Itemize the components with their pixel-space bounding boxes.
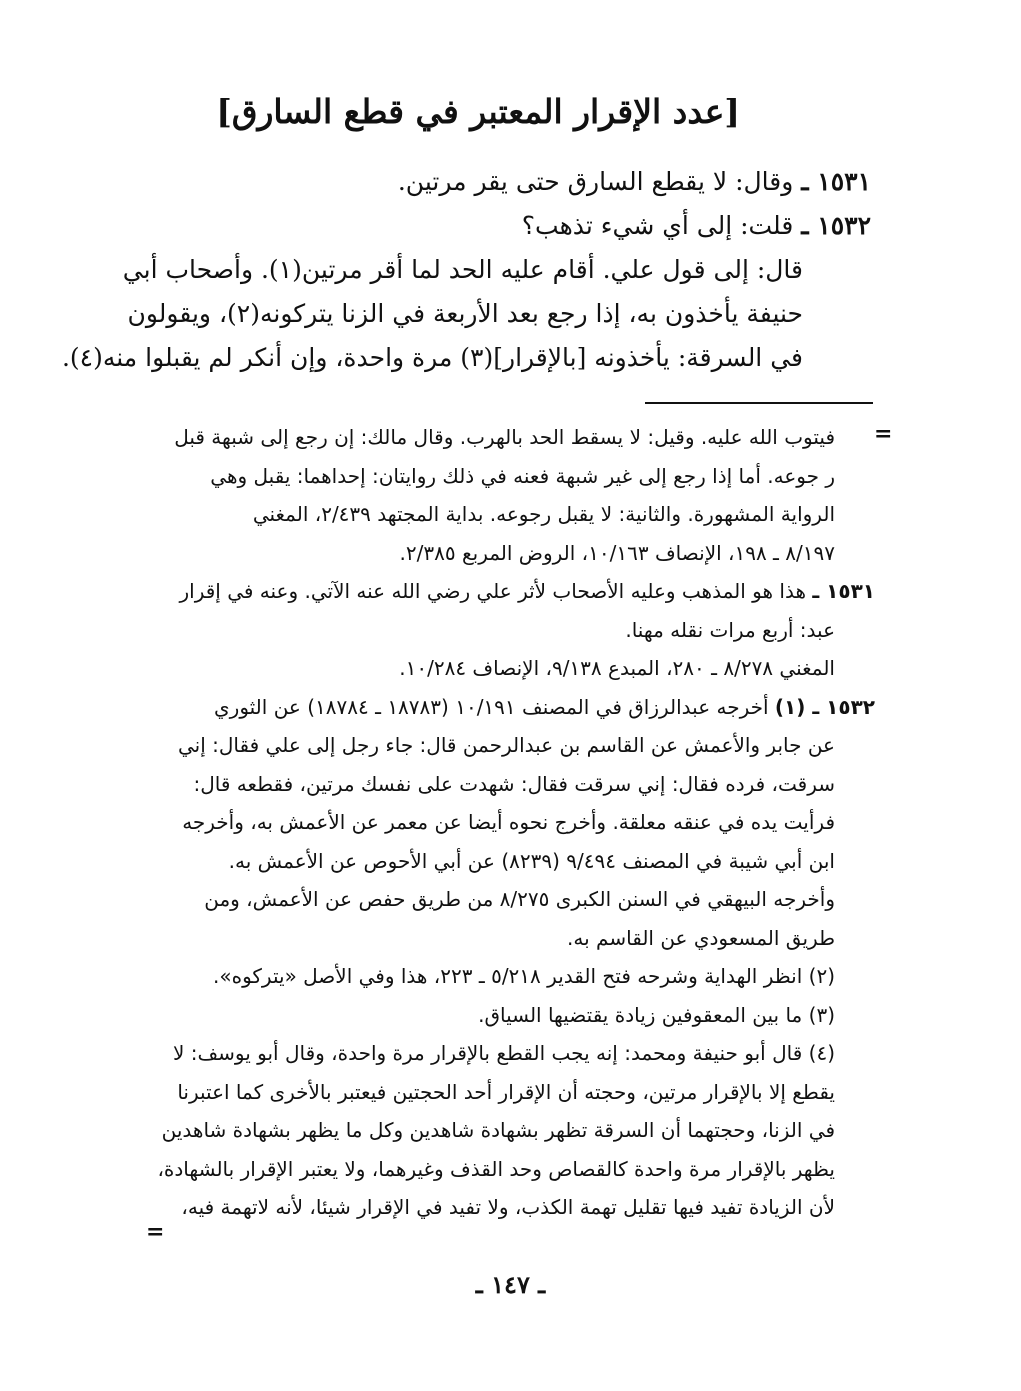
page-number: ـ ١٤٧ ـ	[475, 1270, 546, 1299]
answer-line: حنيفة يأخذون به، إذا رجع بعد الأربعة في الزنا يتركونه(٢)، ويقولون	[127, 299, 803, 328]
footnote-2: (٢) انظر الهداية وشرحه فتح القدير ٥/٢١٨ ـ ٢٢٣، هذا وفي الأصل «يتركوه».	[213, 964, 835, 988]
footnote-separator	[645, 402, 873, 404]
footnote-4-line: في الزنا، وحجتهما أن السرقة تظهر بشهادة شاهدين وكل ما يظهر بشهادة شاهدين	[161, 1118, 835, 1142]
main-line-text: قلت: إلى أي شيء تذهب؟	[521, 211, 794, 240]
footnote-line: عبد: أربع مرات نقله مهنا.	[625, 617, 835, 642]
footnote-3: (٣) ما بين المعقوفين زيادة يقتضيها السياق.	[478, 1002, 835, 1027]
main-text	[61, 160, 871, 380]
footnote-number: ١٥٣٢ ـ (١)	[774, 694, 875, 719]
section-title: [عدد الإقرار المعتبر في قطع السارق]	[216, 92, 740, 131]
footnote-line: فيتوب الله عليه. وقيل: لا يسقط الحد بالهرب. وقال مالك: إن رجع إلى شبهة قبل	[174, 425, 835, 449]
main-line-1532	[151, 204, 871, 248]
main-line-1531	[151, 160, 871, 204]
footnote-line: سرقت، فرده فقال: إني سرقت فقال: شهدت على نفسك مرتين، فقطعه قال:	[193, 771, 835, 796]
footnotes	[155, 418, 875, 1227]
footnote-1531-first	[155, 572, 875, 611]
footnote-line: الرواية المشهورة. والثانية: لا يقبل رجوعه. بداية المجتهد ٢/٤٣٩، المغني	[252, 502, 835, 526]
main-line-text: وقال: لا يقطع السارق حتى يقر مرتين.	[397, 167, 794, 196]
footnote-line: المغني ٨/٢٧٨ ـ ٢٨٠، المبدع ٩/١٣٨، الإنصاف ١٠/٢٨٤.	[399, 656, 835, 680]
footnote-text: هذا هو المذهب وعليه الأصحاب لأثر علي رضي الله عنه الآتي. وعنه في إقرار	[179, 579, 806, 603]
footnote-4-line: يقطع إلا بالإقرار مرتين، وحجته أن الإقرار أحد الحجتين فيعتبر بالأخرى كما اعتبرنا	[177, 1079, 835, 1104]
footnote-4-line: يظهر بالإقرار مرة واحدة كالقصاص وحد القذف وغيرهما، ولا يعتبر الإقرار بالشهادة،	[157, 1156, 835, 1181]
footnote-4-line: لأن الزيادة تفيد فيها تقليل تهمة الكذب، ولا تفيد في الإقرار شيئا، لأنه لاتهمة فيه،	[181, 1195, 835, 1219]
footnote-1532-first	[155, 688, 875, 727]
footnote-line: طريق المسعودي عن القاسم به.	[567, 925, 835, 950]
continuation-mark-top: =	[874, 421, 893, 447]
footnote-line: فرأيت يده في عنقه معلقة. وأخرج نحوه أيضا عن معمر عن الأعمش به، وأخرجه	[182, 810, 835, 834]
footnote-number: ١٥٣١ ـ	[812, 579, 875, 603]
answer-line: قال: إلى قول علي. أقام عليه الحد لما أقر مرتين(١). وأصحاب أبي	[122, 255, 803, 284]
issue-number: ١٥٣٢ ـ	[801, 211, 871, 240]
footnote-line: ابن أبي شيبة في المصنف ٩/٤٩٤ (٨٢٣٩) عن أبي الأحوص عن الأعمش به.	[228, 848, 835, 873]
footnote-line: ر جوعه. أما إذا رجع إلى غير شبهة فعنه في ذلك روايتان: إحداهما: يقبل وهي	[210, 463, 835, 488]
answer-line: في السرقة: يأخذونه [بالإقرار](٣) مرة واحدة، وإن أنكر لم يقبلوا منه(٤).	[61, 343, 803, 372]
footnote-line: وأخرجه البيهقي في السنن الكبرى ٨/٢٧٥ من طريق حفص عن الأعمش، ومن	[204, 887, 835, 911]
issue-number: ١٥٣١ ـ	[801, 167, 871, 196]
footnote-line: ٨/١٩٧ ـ ١٩٨، الإنصاف ١٠/١٦٣، الروض المربع ٢/٣٨٥.	[399, 540, 835, 565]
continuation-mark-bottom: =	[146, 1219, 165, 1245]
footnote-line: عن جابر والأعمش عن القاسم بن عبدالرحمن قال: جاء رجل إلى علي فقال: إني	[178, 733, 835, 757]
footnote-4-line: (٤) قال أبو حنيفة ومحمد: إنه يجب القطع بالإقرار مرة واحدة، وقال أبو يوسف: لا	[172, 1041, 835, 1065]
footnote-text: أخرجه عبدالرزاق في المصنف ١٠/١٩١ (١٨٧٨٣ ـ ١٨٧٨٤) عن الثوري	[214, 694, 769, 719]
